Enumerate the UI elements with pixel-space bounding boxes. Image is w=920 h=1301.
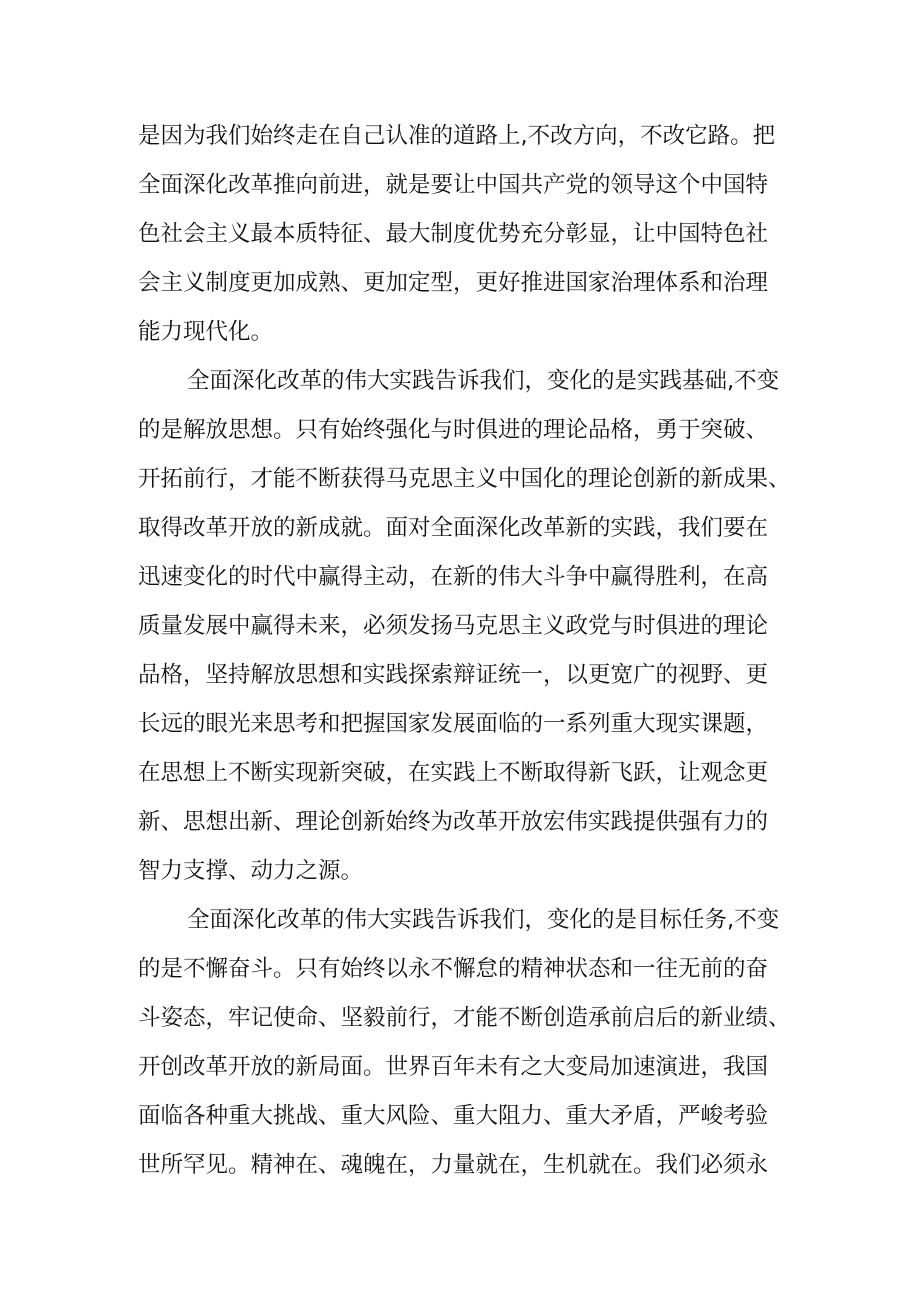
text-line: 是因为我们始终走在自己认准的道路上,不改方向，不改它路。把 [138,123,776,149]
text-line-indented: 全面深化改革的伟大实践告诉我们，变化的是实践基础,不变 [187,368,780,394]
text-line: 迅速变化的时代中赢得主动，在新的伟大斗争中赢得胜利，在高 [138,564,769,590]
text-line: 世所罕见。精神在、魂魄在，力量就在，生机就在。我们必须永 [138,1152,769,1178]
text-line: 会主义制度更加成熟、更加定型，更好推进国家治理体系和治理 [138,270,769,296]
text-line: 开创改革开放的新局面。世界百年未有之大变局加速演进，我国 [138,1054,769,1080]
text-line: 的是不懈奋斗。只有始终以永不懈怠的精神状态和一往无前的奋 [138,956,769,982]
text-line: 斗姿态，牢记使命、坚毅前行，才能不断创造承前启后的新业绩、 [138,1005,791,1031]
text-line-indented: 全面深化改革的伟大实践告诉我们，变化的是目标任务,不变 [187,907,780,933]
text-line: 开拓前行，才能不断获得马克思主义中国化的理论创新的新成果、 [138,466,791,492]
text-line: 面临各种重大挑战、重大风险、重大阻力、重大矛盾，严峻考验 [138,1103,769,1129]
text-line: 新、思想出新、理论创新始终为改革开放宏伟实践提供强有力的 [138,809,769,835]
text-line: 质量发展中赢得未来，必须发扬马克思主义政党与时俱进的理论 [138,613,769,639]
paragraph-3 [138,896,798,1190]
text-line: 全面深化改革推向前进，就是要让中国共产党的领导这个中国特 [138,172,769,198]
document-body [138,112,798,1190]
paragraph-2 [138,357,798,896]
text-line: 品格，坚持解放思想和实践探索辩证统一，以更宽广的视野、更 [138,662,769,688]
text-line: 取得改革开放的新成就。面对全面深化改革新的实践，我们要在 [138,515,769,541]
text-line: 在思想上不断实现新突破，在实践上不断取得新飞跃，让观念更 [138,760,769,786]
text-line: 能力现代化。 [138,319,274,345]
text-line: 智力支撑、动力之源。 [138,858,364,884]
text-line: 长远的眼光来思考和把握国家发展面临的一系列重大现实课题， [138,711,769,737]
paragraph-1 [138,112,798,357]
text-line: 色社会主义最本质特征、最大制度优势充分彰显，让中国特色社 [138,221,769,247]
text-line: 的是解放思想。只有始终强化与时俱进的理论品格，勇于突破、 [138,417,769,443]
